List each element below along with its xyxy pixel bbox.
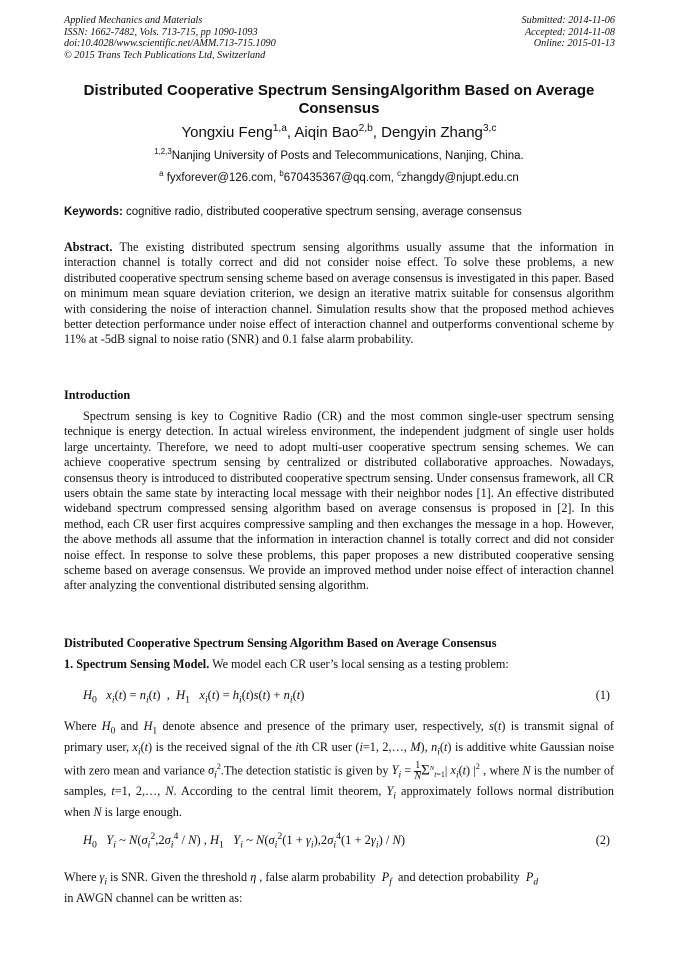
fraction: $\frac{1}{N}$	[414, 759, 422, 782]
author-list: Yongxiu Feng$^{1,a}$, Aiqin Bao$^{2,b}$, Dengyin Zhang$^{3,c}$	[181, 123, 497, 141]
equation-2-number: (2)	[595, 833, 610, 847]
abstract: Abstract. The existing distributed spectrum sensing algorithms usually assume that the information in interaction channel is totally correct and did not consider noise effect. To solve these problems, a new distributed cooperative spectrum sensing scheme based on average consensus is investigated in this paper. Based on minimum mean square deviation criterion, we design an iterative matrix suitable for consensus algorithm with considering the noise of interaction channel. Simulation results show that the proposed method achieves better detection performance under noise effect of interaction channel and outperforms conventional scheme by 11% at -5dB signal to noise ratio (SNR) and 0.1 false alarm probability.	[64, 240, 614, 347]
author-name: Yongxiu Feng	[181, 124, 273, 141]
author-name: Dengyin Zhang	[381, 124, 483, 141]
issn-line: ISSN: 1662-7482, Vols. 713-715, pp 1090-1093	[64, 26, 258, 38]
introduction-heading: Introduction	[64, 388, 131, 402]
affiliation: $^{1,2,3}$Nanjing University of Posts and Telecommunications, Nanjing, China.	[154, 147, 524, 162]
journal-name: Applied Mechanics and Materials	[64, 15, 203, 26]
copyright-line: © 2015 Trans Tech Publications Ltd, Switzerland	[64, 49, 266, 61]
submitted-date: Submitted: 2014-11-06	[521, 15, 615, 26]
section-heading: Distributed Cooperative Spectrum Sensing Algorithm Based on Average Consensus	[64, 636, 497, 650]
dates-header	[522, 15, 615, 50]
paper-title: Distributed Cooperative Spectrum SensingAlgorithm Based on Average Consensus	[83, 82, 595, 117]
equation-2: $H_0$ $Y_i$ ~ $N(\sigma_i^2,2\sigma_i^4 / N)$ , $H_1$ $Y_i$ ~ $N(\sigma_i^2(1 + \gamma_i),2\sigma_i^4(1 + 2\gamma_i) / N)$	[83, 830, 405, 851]
snr-paragraph: Where $\gamma_i$ is SNR. Given the threshold η , false alarm probability $P_f$ and detection probability $P_d$ in AWGN channel can be written as:	[64, 870, 539, 905]
abstract-label: Abstract.	[64, 240, 113, 254]
model-paragraph: 1. Spectrum Sensing Model. We model each CR user’s local sensing as a testing problem:	[64, 657, 509, 671]
doi-line[interactable]: doi:10.4028/www.scientific.net/AMM.713-715.1090	[64, 38, 276, 49]
email-link[interactable]: zhangdy@njupt.edu.cn	[401, 172, 519, 184]
author-name: Aiqin Bao	[294, 124, 359, 141]
introduction-text: Spectrum sensing is key to Cognitive Radio (CR) and the most common single-user spectrum sensing technique is energy detection. In actual wireless environment, the independent judgment of single user holds large uncertainty. Therefore, we need to adopt multi-user cooperative spectrum sensing schemes. We can achieve cooperative spectrum sensing by centralized or distributed collaborative approaches. Nowadays, consensus theory is introduced to distributed cooperative spectrum sensing. Under consensus framework, all CR users obtain the same state by interacting local message with their neighbor nodes [1]. An effective distributed wideband spectrum compressed sensing algorithm based on average consensus is proposed in [2]. In this method, each CR user first acquires compressive sampling and then exchanges the message in a hop. However, the above methods all assume that the information in interaction channel is totally correct and did not consider noise effect. In response to solve these problems, this paper proposes a new distributed cooperative sensing scheme based on average consensus. We provide an improved method under noise effect of interaction channel after analyzing the conventional distributed sensing algorithm.	[64, 409, 614, 593]
online-date: Online: 2015-01-13	[533, 38, 615, 49]
definitions-paragraph: Where $H_0$ and $H_1$ denote absence and presence of the primary user, respectively, s(t) is transmit signal of primary user, $x_i(t)$ is the received signal of the ith CR user (i=1, 2,…, M), $n_i(t)$ is additive white Gaussian noise with zero mean and variance $\sigma_i^2.The$ detection statistic is given by $Y_i = \frac{1}{N}$ $\Sigma^N_{t=1}|$ $x_i(t)$ $|^2$ , where N is the number of samples, t=1, 2,…, N. According to the central limit theorem, $Y_i$ approximately follows normal distribution when N is large enough.	[64, 719, 615, 819]
accepted-date: Accepted: 2014-11-08	[524, 26, 615, 38]
equation-1: $H_0$ $x_i(t) = n_i(t)$ , $H_1$ $x_i(t) = h_i(t)s(t) + n_i(t)$	[83, 688, 305, 706]
email-link[interactable]: 670435367@qq.com,	[283, 172, 394, 184]
equation-1-number: (1)	[595, 688, 610, 702]
email-link[interactable]: fyxforever@126.com,	[166, 172, 277, 184]
keywords: Keywords: cognitive radio, distributed cooperative spectrum sensing, average consensus	[64, 206, 522, 218]
journal-header	[64, 15, 276, 61]
author-emails: $^a$ fyxforever@126.com, $^b$670435367@qq.com, $^c$zhangdy@njupt.edu.cn	[159, 169, 519, 184]
